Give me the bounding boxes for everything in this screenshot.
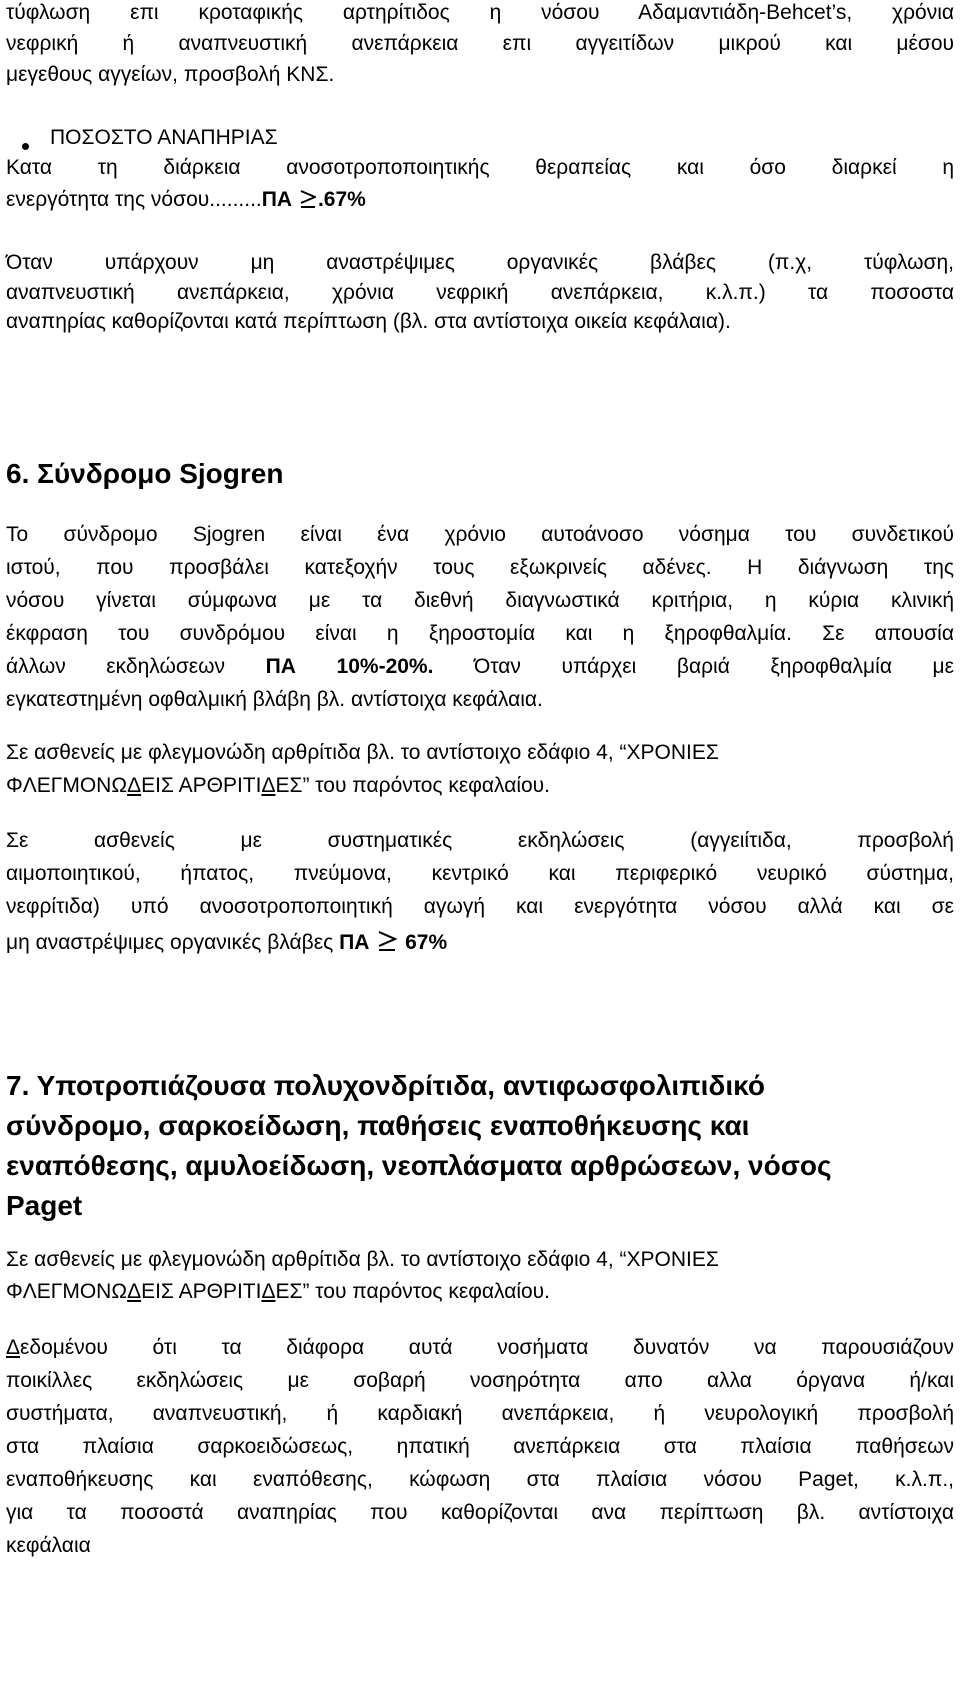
text-line: αιμοποιητικού, ήπατος, πνεύμονα, κεντρικό και περιφερικό νευρικό σύστημα, (6, 862, 954, 885)
text-line: τύφλωση επι κροταφικής αρτηρίτιδος η νόσου Αδαμαντιάδη-Behcet’s, χρόνια (6, 1, 954, 24)
text-span: Δ (127, 1280, 142, 1303)
text-line: εναποθήκευσης και εναπόθεσης, κώφωση στα πλαίσια νόσου Paget, κ.λ.π., (6, 1468, 954, 1491)
text-line: αναπηρίας καθορίζονται κατά περίπτωση (βλ. στα αντίστοιχα οικεία κεφάλαια). (6, 310, 731, 333)
bullet-title: ΠΟΣΟΣΤΟ ΑΝΑΠΗΡΙΑΣ (50, 126, 278, 149)
text-span: ΕΙΣ ΑΡΘΡΙΤΙ (141, 774, 262, 797)
percentage-value: .67% (317, 188, 366, 211)
text-line: Όταν υπάρχουν μη αναστρέψιμες οργανικές βλάβες (π.χ, τύφλωση, (6, 251, 954, 274)
text-line (6, 930, 954, 956)
section-heading-line: 7. Υποτροπιάζουσα πολυχονδρίτιδα, αντιφωσφολιπιδικό (6, 1070, 765, 1101)
text-span: Δ (261, 774, 276, 797)
text-line: Το σύνδρομο Sjogren είναι ένα χρόνιο αυτοάνοσο νόσημα του συνδετικού (6, 523, 954, 546)
section-heading-line: εναπόθεσης, αμυλοείδωση, νεοπλάσματα αρθρώσεων, νόσος (6, 1150, 832, 1181)
bullet-dot-icon (22, 143, 29, 150)
text-line (6, 1279, 954, 1305)
text-line: κεφάλαια (6, 1534, 91, 1557)
text-line (6, 187, 954, 213)
text-line: στα πλαίσια σαρκοειδώσεως, ηπατική ανεπάρκεια στα πλαίσια παθήσεων (6, 1435, 954, 1458)
text-line: εγκατεστημένη οφθαλμική βλάβη βλ. αντίστοιχα κεφάλαια. (6, 688, 543, 711)
text-line: νεφρική ή αναπνευστική ανεπάρκεια επι αγγειτίδων μικρού και μέσου (6, 32, 954, 55)
text-span: άλλων εκδηλώσεων (6, 655, 266, 678)
text-line (6, 773, 954, 799)
text-line: για τα ποσοστά αναπηρίας που καθορίζονται ανα περίπτωση βλ. αντίστοιχα (6, 1501, 954, 1524)
text-span: Δ (261, 1280, 276, 1303)
pa-label: ΠΑ (261, 188, 293, 211)
text-line: ιστού, που προσβάλει κατεξοχήν τους εξωκρινείς αδένες. Η διάγνωση της (6, 556, 954, 579)
text-span: ΦΛΕΓΜΟΝΩ (6, 774, 128, 797)
text-line: ποικίλλες εκδηλώσεις με σοβαρή νοσηρότητα απο αλλα όργανα ή/και (6, 1369, 954, 1392)
text-line: έκφραση του συνδρόμου είναι η ξηροστομία και η ξηροφθαλμία. Σε απουσία (6, 622, 954, 645)
pa-label: ΠΑ (339, 931, 370, 954)
text-line: μεγεθους αγγείων, προσβολή ΚΝΣ. (6, 63, 335, 86)
text-span: ......... (209, 188, 262, 211)
text-line: Σε ασθενείς με φλεγμονώδη αρθρίτιδα βλ. το αντίστοιχο εδάφιο 4, “ΧΡΟΝΙΕΣ (6, 1248, 719, 1271)
text-line: Σε ασθενείς με φλεγμονώδη αρθρίτιδα βλ. το αντίστοιχο εδάφιο 4, “ΧΡΟΝΙΕΣ (6, 741, 719, 764)
text-line (6, 654, 954, 680)
text-span: Δ (6, 1336, 21, 1359)
section-heading: 6. Σύνδρομο Sjogren (6, 458, 284, 489)
text-span: εδομένου ότι τα διάφορα αυτά νοσήματα δυνατόν να παρουσιάζουν (20, 1336, 954, 1359)
text-span: ΕΙΣ ΑΡΘΡΙΤΙ (141, 1280, 262, 1303)
text-span: ΦΛΕΓΜΟΝΩ (6, 1280, 128, 1303)
percentage-value: 67% (405, 931, 448, 954)
text-span: ενεργότητα της νόσου (6, 188, 210, 211)
text-line (6, 1335, 954, 1361)
text-line: Κατα τη διάρκεια ανοσοτροποποιητικής θεραπείας και όσο διαρκεί η (6, 156, 954, 179)
text-line: νόσου γίνεται σύμφωνα με τα διεθνή διαγνωστικά κριτήρια, η κύρια κλινική (6, 589, 954, 612)
text-line: νεφρίτιδα) υπό ανοσοτροποποιητική αγωγή και ενεργότητα νόσου αλλά και σε (6, 895, 954, 918)
greater-equal-icon (300, 189, 316, 209)
text-span: ΕΣ” του παρόντος κεφαλαίου. (275, 774, 550, 797)
text-span: Δ (127, 774, 142, 797)
greater-equal-icon (377, 930, 397, 952)
text-line: αναπνευστική ανεπάρκεια, χρόνια νεφρική ανεπάρκεια, κ.λ.π.) τα ποσοστα (6, 281, 954, 304)
text-span: μη αναστρέψιμες οργανικές βλάβες (6, 931, 340, 954)
text-span: Όταν υπάρχει βαριά ξηροφθαλμία με (433, 655, 954, 678)
section-heading-line: σύνδρομο, σαρκοείδωση, παθήσεις εναποθήκευσης και (6, 1110, 750, 1141)
section-heading-line: Paget (6, 1190, 83, 1221)
pa-range: ΠΑ 10%-20%. (265, 655, 434, 678)
text-line: συστήματα, αναπνευστική, ή καρδιακή ανεπάρκεια, ή νευρολογική προσβολή (6, 1402, 954, 1425)
text-span: ΕΣ” του παρόντος κεφαλαίου. (275, 1280, 550, 1303)
text-line: Σε ασθενείς με συστηματικές εκδηλώσεις (αγγειίτιδα, προσβολή (6, 829, 954, 852)
